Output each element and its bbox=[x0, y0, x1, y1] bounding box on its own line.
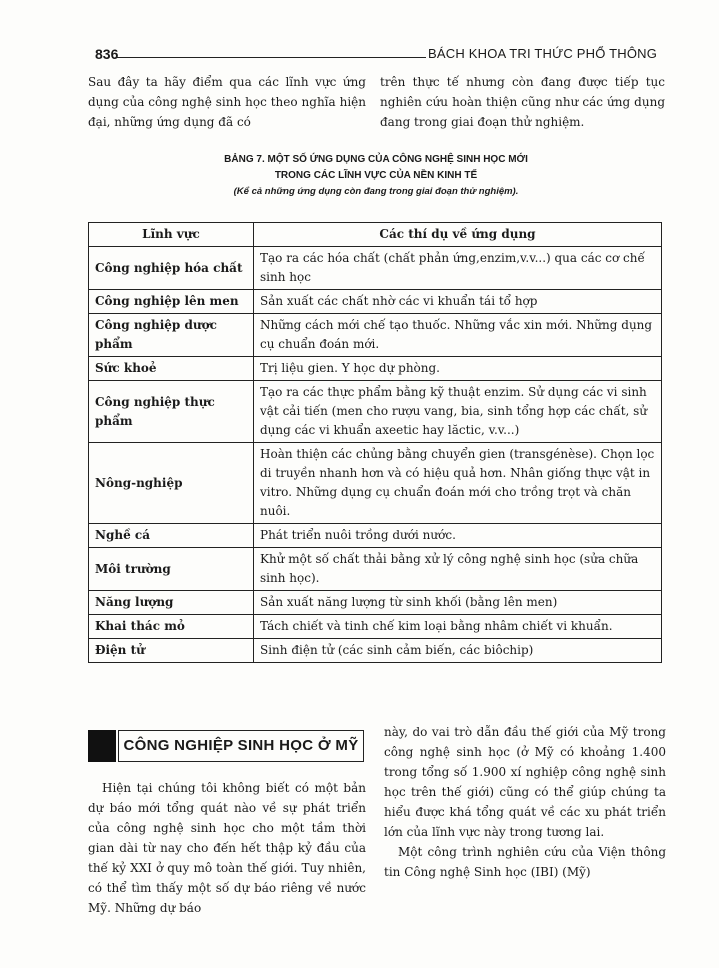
row-examples: Hoàn thiện các chủng bằng chuyển gien (transgénèse). Chọn lọc di truyền nhanh hơn và có hiệu quả hơn. Nhân giống thực vật in vitro. Những dụng cụ chuẩn đoán mới cho trồng trọt và chăn nuôi. bbox=[254, 443, 662, 524]
column-header-field: Lĩnh vực bbox=[89, 223, 254, 247]
row-field: Công nghiệp thực phẩm bbox=[89, 381, 254, 443]
row-examples: Trị liệu gien. Y học dự phòng. bbox=[254, 357, 662, 381]
intro-left-text: Sau đây ta hãy điểm qua các lĩnh vực ứng dụng của công nghệ sinh học theo nghĩa hiện đại, những ứng dụng đã có bbox=[88, 75, 366, 129]
row-examples: Tạo ra các hóa chất (chất phản ứng,enzim,v.v...) qua các cơ chế sinh học bbox=[254, 247, 662, 290]
section-left-paragraph: Hiện tại chúng tôi không biết có một bản dự báo mới tổng quát nào về sự phát triển của công nghệ sinh học cho một tầm thời gian dài từ nay cho đến hết thập kỷ đầu của thế kỷ XXI ở quy mô toàn thế giới. Tuy nhiên, có thể tìm thấy một số dự báo riêng về nước Mỹ. Những dự báo bbox=[88, 781, 366, 915]
applications-table bbox=[88, 222, 662, 663]
row-field: Môi trường bbox=[89, 548, 254, 591]
intro-left-column bbox=[88, 72, 366, 132]
row-examples: Sản xuất các chất nhờ các vi khuẩn tái tổ hợp bbox=[254, 290, 662, 314]
section-left-column bbox=[88, 778, 366, 918]
section-right-paragraph-1: này, do vai trò dẫn đầu thế giới của Mỹ trong công nghệ sinh học (ở Mỹ có khoảng 1.400 trong tổng số 1.900 xí nghiệp công nghệ sinh học trên thế giới) cũng có thể giúp chúng ta hiểu được khá tổng quát về các xu phát triển lớn của lĩnh vực này trong tương lai. bbox=[384, 725, 666, 839]
table-row bbox=[89, 357, 662, 381]
table-row bbox=[89, 615, 662, 639]
row-examples: Tách chiết và tinh chế kim loại bằng nhâm chiết vi khuẩn. bbox=[254, 615, 662, 639]
row-field: Công nghiệp hóa chất bbox=[89, 247, 254, 290]
table-row bbox=[89, 591, 662, 615]
table-caption bbox=[88, 152, 664, 200]
row-field: Nông-nghiệp bbox=[89, 443, 254, 524]
section-right-column bbox=[384, 722, 666, 882]
page-number: 836 bbox=[95, 46, 119, 62]
row-examples: Sinh điện tử (các sinh cảm biến, các biôchip) bbox=[254, 639, 662, 663]
table-header-row bbox=[89, 223, 662, 247]
row-field: Công nghiệp lên men bbox=[89, 290, 254, 314]
row-examples: Phát triển nuôi trồng dưới nước. bbox=[254, 524, 662, 548]
table-row bbox=[89, 524, 662, 548]
section-right-paragraph-2: Một công trình nghiên cứu của Viện thông tin Công nghệ Sinh học (IBI) (Mỹ) bbox=[384, 845, 666, 879]
table-title-line2: TRONG CÁC LĨNH VỰC CỦA NỀN KINH TẾ bbox=[274, 170, 478, 181]
table-row bbox=[89, 639, 662, 663]
row-examples: Tạo ra các thực phẩm bằng kỹ thuật enzim. Sử dụng các vi sinh vật cải tiến (men cho rượu vang, bia, sinh tổng hợp các chất, sử dụng các vi khuẩn axeetic hay lăctic, v.v...) bbox=[254, 381, 662, 443]
table-title-line1: BẢNG 7. MỘT SỐ ỨNG DỤNG CỦA CÔNG NGHỆ SINH HỌC MỚI bbox=[224, 154, 528, 165]
table-row bbox=[89, 381, 662, 443]
table-row bbox=[89, 290, 662, 314]
section-heading-text: CÔNG NGHIỆP SINH HỌC Ở MỸ bbox=[118, 730, 364, 762]
row-examples: Sản xuất năng lượng từ sinh khối (bằng lên men) bbox=[254, 591, 662, 615]
column-header-examples: Các thí dụ về ứng dụng bbox=[254, 223, 662, 247]
section-heading bbox=[88, 722, 366, 768]
row-examples: Khử một số chất thải bằng xử lý công nghệ sinh học (sửa chữa sinh học). bbox=[254, 548, 662, 591]
table-row bbox=[89, 247, 662, 290]
section-marker-block bbox=[88, 730, 116, 762]
row-field: Công nghiệp dược phẩm bbox=[89, 314, 254, 357]
row-field: Điện tử bbox=[89, 639, 254, 663]
row-field: Nghề cá bbox=[89, 524, 254, 548]
running-title: BÁCH KHOA TRI THỨC PHỔ THÔNG bbox=[428, 46, 658, 61]
table-row bbox=[89, 314, 662, 357]
row-field: Sức khoẻ bbox=[89, 357, 254, 381]
table-row bbox=[89, 548, 662, 591]
row-field: Khai thác mỏ bbox=[89, 615, 254, 639]
intro-right-text: trên thực tế nhưng còn đang được tiếp tục nghiên cứu hoàn thiện cũng như các ứng dụng đang trong giai đoạn thử nghiệm. bbox=[380, 75, 665, 129]
row-field: Năng lượng bbox=[89, 591, 254, 615]
intro-right-column bbox=[380, 72, 665, 132]
header-rule bbox=[116, 57, 426, 58]
row-examples: Những cách mới chế tạo thuốc. Những vắc xin mới. Những dụng cụ chuẩn đoán mới. bbox=[254, 314, 662, 357]
table-subtitle: (Kể cả những ứng dụng còn đang trong giai đoạn thử nghiệm). bbox=[233, 186, 519, 197]
table-row bbox=[89, 443, 662, 524]
